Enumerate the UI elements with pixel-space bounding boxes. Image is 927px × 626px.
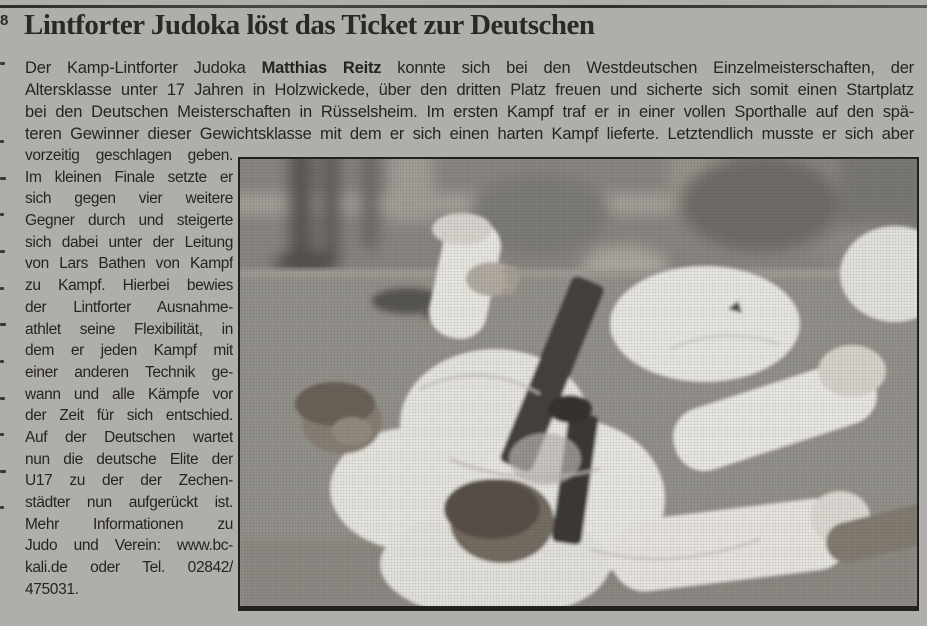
column-text-line: zu Kampf. Hierbei bewies [25, 277, 233, 295]
column-text-line: kali.de oder Tel. 02842/ [25, 559, 233, 577]
intro-text: Der Kamp-Lintforter Judoka [25, 59, 246, 77]
intro-line: teren Gewinner dieser Gewichtsklasse mit dem er sich einen harten Kampf lieferte. Letztendlich musste er sich aber [25, 125, 914, 143]
section-divider-rule [0, 5, 927, 8]
margin-tick [0, 360, 4, 363]
margin-tick [0, 506, 4, 509]
column-text-line: der Lintforter Ausnahme- [25, 298, 233, 316]
margin-tick [0, 470, 6, 473]
article-photo [238, 157, 919, 611]
article-intro [25, 57, 914, 145]
margin-tick [0, 323, 6, 326]
margin-tick [0, 177, 6, 180]
column-text-line: Gegner durch und steigerte [25, 212, 233, 230]
column-text-line: wann und alle Kämpfe vor [25, 385, 233, 403]
column-text-line: sich gegen vier weitere [25, 190, 233, 208]
column-text-line: Mehr Informationen zu [25, 515, 233, 533]
column-text-line: von Lars Bathen von Kampf [25, 255, 233, 273]
intro-line: Altersklasse unter 17 Jahren in Holzwickede, über den dritten Platz freuen und sicherte sich somit einen Startplatz [25, 81, 914, 99]
margin-page-fragment: 8 [0, 12, 9, 29]
margin-tick [0, 250, 5, 253]
judo-photo-illustration [240, 159, 917, 606]
article-headline: Lintforter Judoka löst das Ticket zur Deutschen [24, 9, 595, 41]
column-text-line: vorzeitig geschlagen geben. [25, 147, 233, 164]
column-text-line: nun die deutsche Elite der [25, 450, 233, 468]
intro-text: konnte sich bei den Westdeutschen Einzelmeisterschaften, der [397, 59, 914, 77]
intro-line: bei den Deutschen Meisterschaften in Rüsselsheim. Im ersten Kampf traf er in einer vollen Sporthalle auf den spä- [25, 103, 914, 121]
article-column [25, 145, 233, 600]
column-text-line: Auf der Deutschen wartet [25, 428, 233, 446]
column-text-line: der Zeit für sich entschied. [25, 407, 233, 425]
column-text-line: 475031. [25, 580, 79, 598]
column-text-line: Judo und Verein: www.bc- [25, 537, 233, 555]
column-text-line: städter nun aufgerückt ist. [25, 494, 233, 511]
intro-line [25, 57, 914, 79]
margin-tick [0, 213, 4, 216]
margin-tick [0, 140, 4, 143]
column-text-line: einer anderen Technik ge- [25, 363, 233, 381]
margin-tick [0, 62, 5, 65]
column-text-line: Im kleinen Finale setzte er [25, 168, 233, 186]
athlete-name: Matthias Reitz [261, 59, 382, 77]
margin-tick [0, 433, 4, 436]
column-text-line: sich dabei unter der Leitung [25, 233, 233, 251]
column-text-line: U17 zu der der Zechen- [25, 472, 233, 490]
margin-tick [0, 287, 4, 290]
column-text-line: athlet seine Flexibilität, in [25, 320, 233, 338]
margin-tick [0, 397, 5, 400]
column-text-line: dem er jeden Kampf mit [25, 342, 233, 360]
